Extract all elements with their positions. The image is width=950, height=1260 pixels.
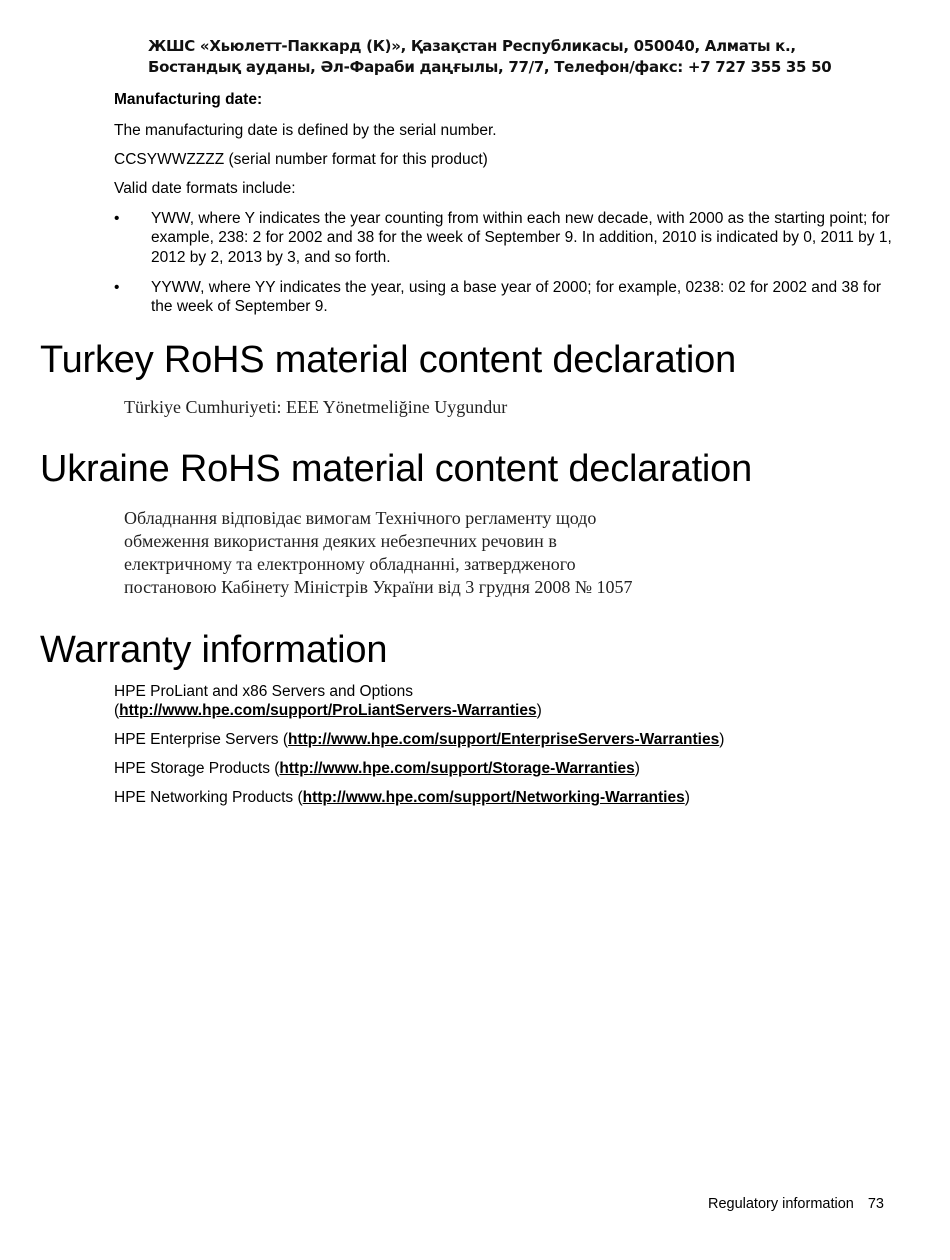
paren-open: (: [114, 702, 120, 719]
ukraine-rohs-heading: Ukraine RoHS material content declaration: [40, 448, 753, 490]
ukraine-statement-line: Обладнання відповідає вимогам Технічного регламенту щодо: [124, 508, 597, 528]
ukraine-statement-line: обмеження використання деяких небезпечних речовин в: [124, 531, 557, 551]
warranty-item-proliant: [114, 682, 413, 701]
turkey-rohs-heading: Turkey RoHS material content declaration: [40, 339, 737, 381]
warranty-item-label: HPE ProLiant and x86 Servers and Options: [114, 683, 413, 700]
warranty-item-label: HPE Storage Products (: [114, 760, 280, 777]
list-item: [114, 278, 894, 317]
ukraine-rohs-statement: [124, 507, 633, 599]
bullet-icon: •: [114, 279, 120, 296]
proliant-warranty-link[interactable]: http://www.hpe.com/support/ProLiantServers-Warranties: [119, 702, 537, 719]
ukraine-statement-line: постановою Кабінету Міністрів України від 3 грудня 2008 № 1057: [124, 577, 633, 597]
networking-warranty-link[interactable]: http://www.hpe.com/support/Networking-Warranties: [302, 789, 685, 806]
manufacturing-paragraph: The manufacturing date is defined by the serial number.: [114, 122, 497, 139]
list-item-text: YYWW, where YY indicates the year, using a base year of 2000; for example, 0238: 02 for 2002 and 38 for the week of September 9.: [151, 279, 882, 316]
paren-close: ): [536, 702, 542, 719]
warranty-item-label: HPE Enterprise Servers (: [114, 731, 288, 748]
page-number: 73: [867, 1196, 884, 1212]
valid-formats-paragraph: Valid date formats include:: [114, 180, 296, 197]
turkey-rohs-statement: Türkiye Cumhuriyeti: EEE Yönetmeliğine Uygundur: [124, 397, 508, 417]
kazakhstan-address-line: ЖШС «Хьюлетт-Паккард (К)», Қазақстан Республикасы, 050040, Алматы к.,: [148, 37, 796, 55]
warranty-item-proliant-link-line: [114, 701, 542, 720]
ukraine-statement-line: електричному та електронному обладнанні, затвердженого: [124, 554, 576, 574]
kazakhstan-address-line: Бостандық ауданы, Әл-Фараби даңғылы, 77/7, Телефон/факс: +7 727 355 35 50: [148, 58, 832, 76]
list-item: [114, 209, 894, 267]
warranty-item-storage: [114, 759, 640, 778]
list-item-text: YWW, where Y indicates the year counting from within each new decade, with 2000 as the starting point; for example, 238: 2 for 2002 and 38 for the week of September 9. In addition, 2010 is indicated by 0, 2011 by 1, 2012 by 2, 2013 by 3, and so forth.: [151, 210, 892, 266]
page-footer: [708, 1196, 884, 1212]
serial-format-paragraph: CCSYWWZZZZ (serial number format for this product): [114, 151, 488, 168]
paren-close: ): [719, 731, 725, 748]
paren-close: ): [684, 789, 690, 806]
manufacturing-date-title: Manufacturing date:: [114, 91, 263, 108]
warranty-heading: Warranty information: [40, 629, 388, 671]
enterprise-warranty-link[interactable]: http://www.hpe.com/support/EnterpriseServers-Warranties: [288, 731, 720, 748]
warranty-item-label: HPE Networking Products (: [114, 789, 303, 806]
bullet-icon: •: [114, 210, 120, 227]
warranty-item-networking: [114, 788, 690, 807]
footer-section-title: Regulatory information: [707, 1196, 854, 1212]
storage-warranty-link[interactable]: http://www.hpe.com/support/Storage-Warranties: [279, 760, 635, 777]
paren-close: ): [634, 760, 640, 777]
warranty-item-enterprise: [114, 730, 724, 749]
kazakhstan-address-block: [148, 36, 928, 78]
